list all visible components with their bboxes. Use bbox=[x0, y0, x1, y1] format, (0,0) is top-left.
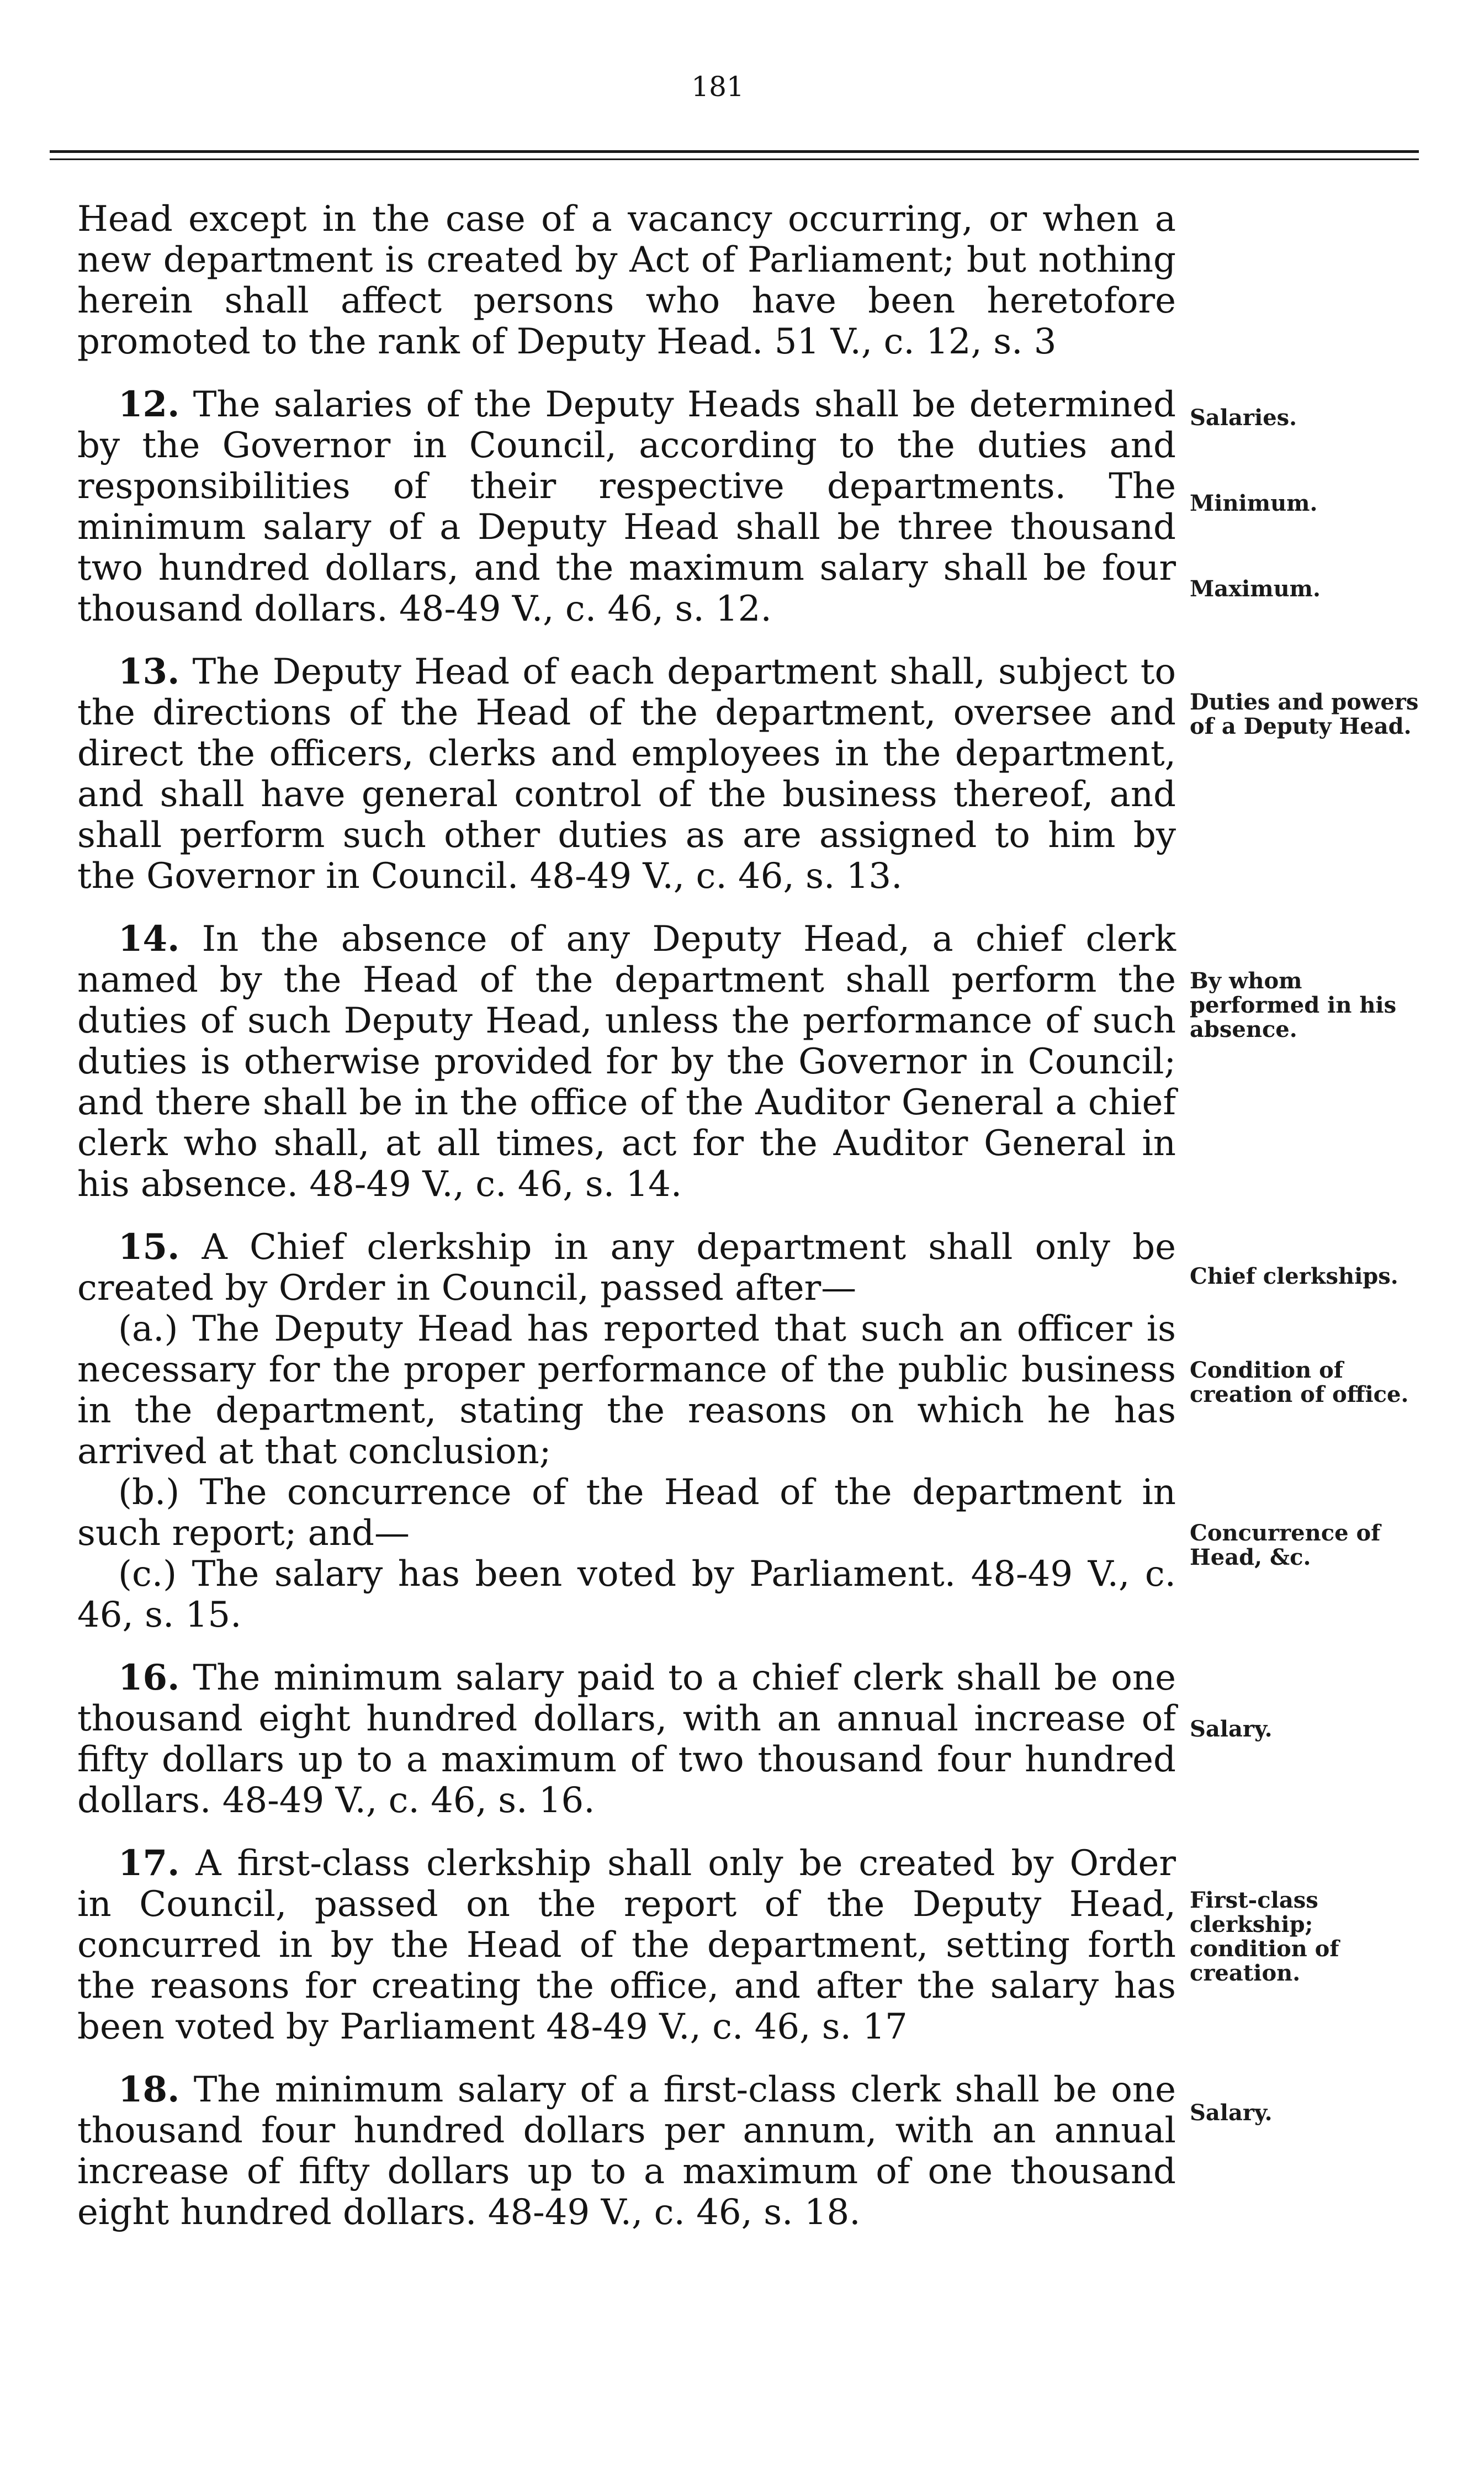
section-text: (a.) The Deputy Head has reported that such an officer is necessary for the proper performance of the public business in the department, stating the reasons on which he has arrived at that conclusion; bbox=[77, 1309, 1176, 1472]
margin-note-duties: Duties and powers of a Deputy Head. bbox=[1190, 689, 1419, 739]
section-text: The salaries of the Deputy Heads shall be determined by the Governor in Council, according to the duties and responsibilities of their respective departments. The minimum salary of a Deputy Head shall be three thousand two hundred dollars, and the maximum salary shall be four thousand dollars. 48-49 V., c. 46, s. 12. bbox=[77, 384, 1176, 629]
section-number: 18. bbox=[118, 2069, 180, 2110]
section-12 bbox=[77, 384, 1176, 629]
section-15-a bbox=[77, 1309, 1176, 1472]
section-18 bbox=[77, 2069, 1176, 2233]
margin-note-minimum: Minimum. bbox=[1190, 490, 1318, 516]
margin-note-by-whom: By whom performed in his absence. bbox=[1190, 968, 1397, 1042]
section-text: (b.) The concurrence of the Head of the department in such report; and— bbox=[77, 1472, 1176, 1554]
section-14 bbox=[77, 919, 1176, 1205]
section-text: The minimum salary paid to a chief clerk shall be one thousand eight hundred dollars, with an annual increase of fifty dollars up to a maximum of two thousand four hundred dollars. 48-49 V., c. 46, s. 16. bbox=[77, 1658, 1176, 1821]
body-text bbox=[77, 199, 1176, 2233]
margin-note-chief-clerkships: Chief clerkships. bbox=[1190, 1263, 1398, 1289]
section-15-c bbox=[77, 1554, 1176, 1635]
section-number: 17. bbox=[118, 1843, 180, 1884]
section-number: 14. bbox=[118, 918, 180, 960]
margin-note-condition: Condition of creation of office. bbox=[1190, 1357, 1409, 1407]
header-rule bbox=[50, 150, 1419, 153]
section-number: 12. bbox=[118, 384, 180, 425]
section-continuation bbox=[77, 199, 1176, 362]
page-number: 181 bbox=[691, 71, 744, 103]
section-15-b bbox=[77, 1472, 1176, 1554]
margin-note-salaries: Salaries. bbox=[1190, 405, 1297, 431]
section-number: 15. bbox=[118, 1226, 180, 1268]
margin-note-salary-16: Salary. bbox=[1190, 1716, 1273, 1742]
section-17 bbox=[77, 1843, 1176, 2047]
section-text: A first-class clerkship shall only be created by Order in Council, passed on the report of the Deputy Head, concurred in by the Head of the department, setting forth the reasons for creating the office, and after the salary has been voted by Parliament 48-49 V., c. 46, s. 17 bbox=[77, 1843, 1176, 2047]
section-text: Head except in the case of a vacancy occurring, or when a new department is created by Act of Parliament; but nothing herein shall affect persons who have been heretofore promoted to the rank of Deputy Head. 51 V., c. 12, s. 3 bbox=[77, 199, 1176, 362]
margin-note-first-class: First-class clerkship; condition of creation. bbox=[1190, 1887, 1339, 1986]
header-rule-thin bbox=[50, 158, 1419, 160]
section-15 bbox=[77, 1227, 1176, 1309]
margin-note-concurrence: Concurrence of Head, &c. bbox=[1190, 1520, 1381, 1570]
section-text: The Deputy Head of each department shall, subject to the directions of the Head of the department, oversee and direct the officers, clerks and employees in the department, and shall have general control of the business thereof, and shall perform such other duties as are assigned to him by the Governor in Council. 48-49 V., c. 46, s. 13. bbox=[77, 652, 1176, 897]
section-text: The minimum salary of a first-class clerk shall be one thousand four hundred dollars per annum, with an annual increase of fifty dollars up to a maximum of one thousand eight hundred dollars. 48-49 V., c. 46, s. 18. bbox=[77, 2069, 1176, 2233]
section-16 bbox=[77, 1658, 1176, 1821]
section-number: 16. bbox=[118, 1657, 180, 1698]
margin-note-maximum: Maximum. bbox=[1190, 576, 1321, 602]
margin-note-salary-18: Salary. bbox=[1190, 2100, 1273, 2126]
section-text: A Chief clerkship in any department shall only be created by Order in Council, passed after— bbox=[77, 1227, 1176, 1309]
section-13 bbox=[77, 652, 1176, 897]
section-number: 13. bbox=[118, 651, 180, 692]
section-text: In the absence of any Deputy Head, a chief clerk named by the Head of the department shall perform the duties of such Deputy Head, unless the performance of such duties is otherwise provided for by the Governor in Council; and there shall be in the office of the Auditor General a chief clerk who shall, at all times, act for the Auditor General in his absence. 48-49 V., c. 46, s. 14. bbox=[77, 919, 1176, 1205]
section-text: (c.) The salary has been voted by Parliament. 48-49 V., c. 46, s. 15. bbox=[77, 1554, 1176, 1635]
